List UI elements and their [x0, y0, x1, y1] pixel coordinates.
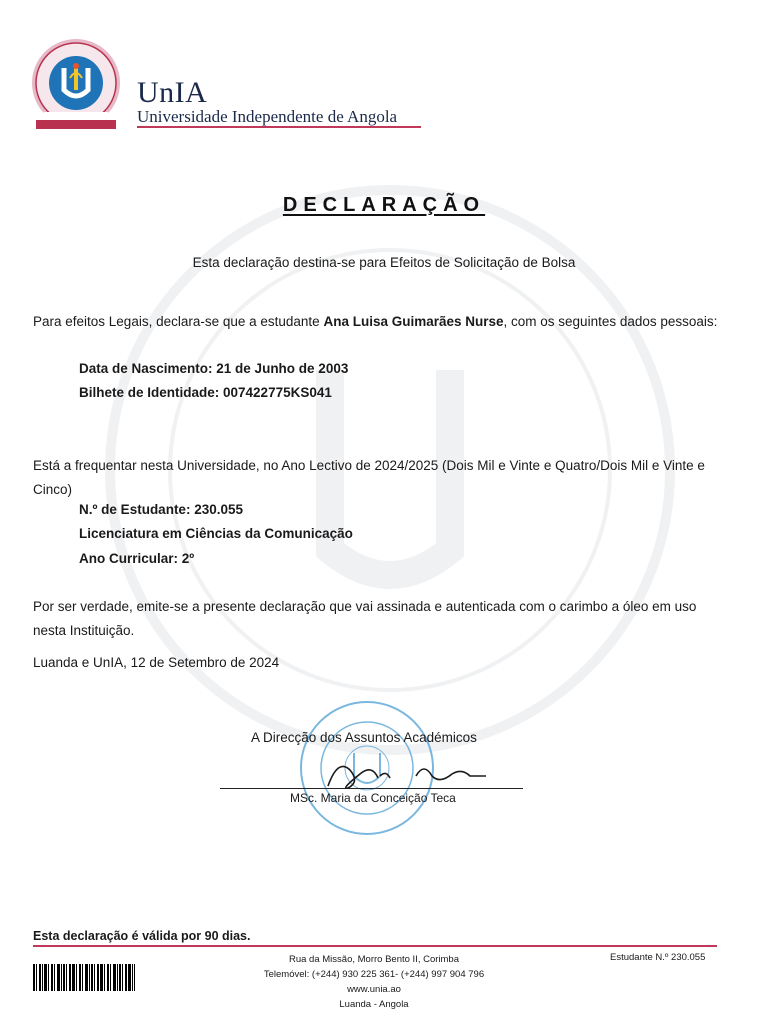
- header-divider: [137, 126, 421, 128]
- place-and-date: Luanda e UnIA, 12 de Setembro de 2024: [33, 655, 280, 670]
- curricular-year: Ano Curricular: 2º: [79, 551, 195, 566]
- address-city: Luanda - Angola: [339, 999, 409, 1010]
- student-number: N.º de Estudante: 230.055: [79, 502, 243, 517]
- university-acronym: UnIA: [137, 76, 208, 109]
- university-logo: [26, 38, 126, 136]
- birth-date: Data de Nascimento: 21 de Junho de 2003: [79, 361, 349, 376]
- department-name: A Direcção dos Assuntos Académicos: [251, 730, 477, 745]
- student-reference: Estudante N.º 230.055: [610, 952, 706, 963]
- barcode: [33, 964, 135, 991]
- id-card-number: Bilhete de Identidade: 007422775KS041: [79, 385, 332, 400]
- institution-address: [240, 952, 508, 1012]
- degree-programme: Licenciatura em Ciências da Comunicação: [79, 526, 353, 541]
- signer-name: MSc. Maria da Conceição Teca: [290, 791, 456, 805]
- intro-paragraph: Para efeitos Legais, declara-se que a estudante Ana Luisa Guimarães Nurse, com os seguintes dados pessoais:: [33, 314, 718, 329]
- document-purpose: Esta declaração destina-se para Efeitos de Solicitação de Bolsa: [192, 255, 576, 270]
- address-street: Rua da Missão, Morro Bento II, Corimba: [288, 954, 459, 965]
- university-name: Universidade Independente de Angola: [137, 107, 398, 126]
- footer-divider: [33, 945, 717, 947]
- student-name: Ana Luisa Guimarães Nurse: [323, 314, 504, 329]
- validity-notice: Esta declaração é válida por 90 dias.: [33, 929, 251, 943]
- handwritten-signature: [320, 752, 490, 792]
- signature-line: [220, 788, 523, 789]
- enrollment-paragraph: Está a frequentar nesta Universidade, no Ano Lectivo de 2024/2025 (Dois Mil e Vinte e Quatro/Dois Mil e Vinte e Cinco): [33, 458, 705, 497]
- closing-paragraph: Por ser verdade, emite-se a presente declaração que vai assinada e autenticada com o carimbo a óleo em uso nesta Instituição.: [33, 599, 697, 638]
- address-website: www.unia.ao: [347, 984, 401, 995]
- document-title: DECLARAÇÃO: [282, 194, 486, 216]
- address-phone: Telemóvel: (+244) 930 225 361- (+244) 997 904 796: [263, 969, 485, 980]
